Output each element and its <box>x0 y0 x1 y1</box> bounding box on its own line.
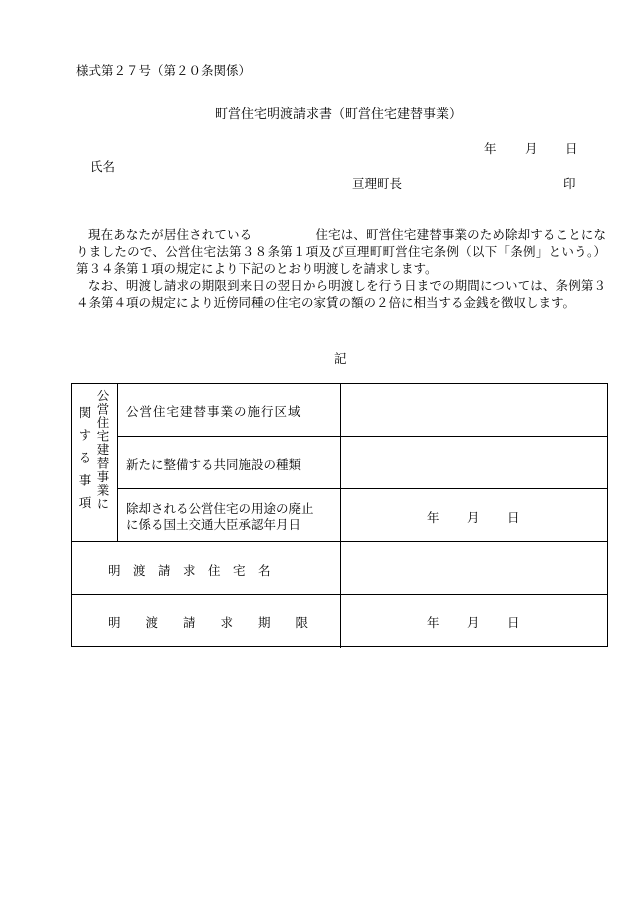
grid-line <box>340 384 341 648</box>
group-label-inner: 公営住宅建替事業に <box>95 389 110 511</box>
row-facility-label: 新たに整備する共同施設の種類 <box>126 457 302 472</box>
seal-label: 印 <box>563 176 576 191</box>
row-deadline-label: 明 渡 請 求 期 限 <box>108 615 309 630</box>
approval-date-month: 月 <box>467 510 480 525</box>
grid-line <box>72 594 607 595</box>
row-approval-label-line2: に係る国土交通大臣承認年月日 <box>126 517 302 532</box>
grid-line <box>72 541 607 542</box>
date-month-label: 月 <box>525 141 538 156</box>
deadline-date-month: 月 <box>467 615 480 630</box>
grid-line <box>117 436 607 437</box>
body-paragraph-1: 現在あなたが居住されている 住宅は、町営住宅建替事業のため除却することになりましたので、公営住宅法第３８条第１項及び亘理町町営住宅条例（以下「条例」という。）第３４条第１項の規定により下記のとおり明渡しを請求します。 <box>76 227 606 276</box>
grid-line <box>117 384 118 542</box>
deadline-date-year: 年 <box>427 615 440 630</box>
ki-label: 記 <box>334 351 347 366</box>
row-approval-label-line1: 除却される公営住宅の用途の廃止 <box>126 501 314 516</box>
row-house-name-label: 明 渡 請 求 住 宅 名 <box>108 563 271 578</box>
group-label-outer: 関する事項 <box>77 406 92 519</box>
details-table <box>71 383 608 647</box>
date-year-label: 年 <box>484 141 497 156</box>
date-day-label: 日 <box>565 141 578 156</box>
deadline-date-day: 日 <box>507 615 520 630</box>
mayor-label: 亘理町長 <box>352 176 403 191</box>
row-area-label: 公営住宅建替事業の施行区域 <box>126 404 302 419</box>
addressee-name-label: 氏名 <box>90 159 116 174</box>
form-number: 様式第２７号（第２０条関係） <box>76 63 252 78</box>
document-title: 町営住宅明渡請求書（町営住宅建替事業） <box>215 107 463 122</box>
body-paragraph-2: なお、明渡し請求の期限到来日の翌日から明渡しを行う日までの期間については、条例第３４条第４項の規定により近傍同種の住宅の家賃の額の２倍に相当する金銭を徴収します。 <box>76 278 606 310</box>
approval-date-day: 日 <box>507 510 520 525</box>
grid-line <box>117 488 607 489</box>
approval-date-year: 年 <box>427 510 440 525</box>
